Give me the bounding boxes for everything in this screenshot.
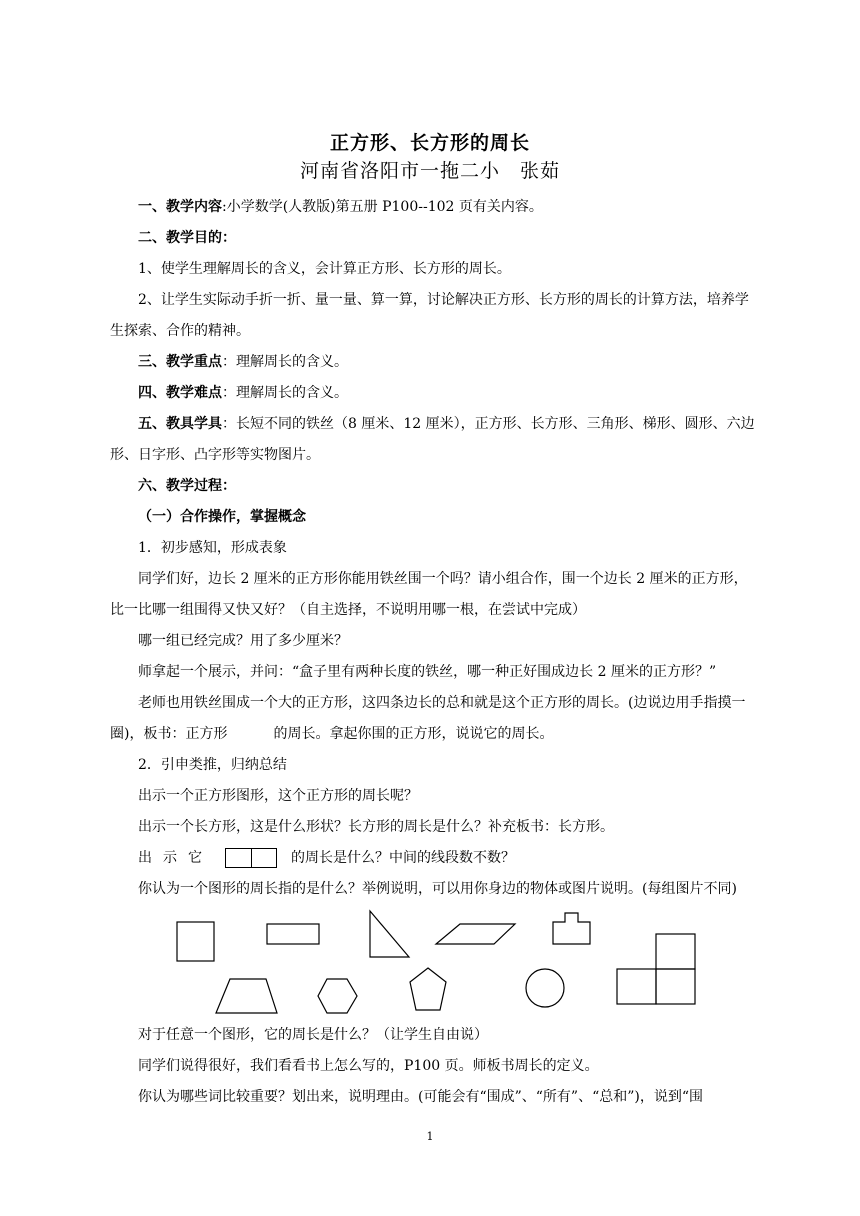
convex-figure	[553, 913, 590, 944]
circle-figure	[526, 969, 564, 1007]
paragraph: 对于任意一个图形，它的周长是什么？（让学生自由说）	[138, 1027, 488, 1043]
subsection-heading	[110, 502, 755, 533]
trapezoid-figure	[216, 979, 277, 1013]
section-goals	[110, 223, 755, 254]
paragraph: 出示一个长方形，这是什么形状？长方形的周长是什么？补充板书：长方形。	[138, 819, 614, 835]
section-text: ：长短不同的铁丝（8 厘米、12 厘米），正方形、长方形、三角形、梯形、圆形、六边形、日字形、凸字形等实物图片。	[110, 416, 755, 463]
double-square-figure	[225, 848, 277, 868]
paragraph-text: 老师也用铁丝围成一个大的正方形，这四条边长的总和就是这个正方形的周长。(边说边用手指摸一圈)，板书：正方形	[110, 695, 746, 742]
right-triangle-figure	[370, 911, 409, 957]
section-heading: 四、教学难点	[138, 385, 222, 401]
l-shape-top-square	[656, 934, 695, 969]
section-key-point	[110, 347, 755, 378]
paragraph	[110, 843, 755, 874]
l-shape-bottom-left-square	[617, 969, 656, 1004]
step-1: 1．初步感知，形成表象	[138, 540, 287, 556]
author-line: 河南省洛阳市一拖二小 张茹	[299, 160, 560, 182]
goal-1: 1、使学生理解周长的含义，会计算正方形、长方形的周长。	[138, 261, 511, 277]
l-shape-bottom-right-square	[656, 969, 695, 1004]
subsection-title: （一）合作操作，掌握概念	[138, 509, 306, 525]
section-materials	[110, 409, 755, 471]
paragraph: 师拿起一个展示，并问：“盒子里有两种长度的铁丝，哪一种正好围成边长 2 厘米的正方形？”	[138, 664, 717, 680]
section-content	[110, 192, 755, 223]
pentagon-figure	[410, 968, 446, 1010]
section-process	[110, 471, 755, 502]
square-figure	[177, 922, 214, 961]
section-text: :小学数学(人教版)第五册 P100--102 页有关内容。	[222, 199, 543, 215]
shape-figures	[160, 905, 720, 1020]
document-body-continued	[110, 1020, 755, 1113]
colon: ：	[222, 230, 236, 246]
page-title: 正方形、长方形的周长	[329, 132, 530, 154]
page-number: 1	[426, 1130, 434, 1143]
paragraph: 你认为一个图形的周长指的是什么？举例说明，可以用你身边的物体或图片说明。(每组图片不同)	[138, 881, 737, 897]
paragraph-text: 的周长是什么？中间的线段数不数？	[291, 850, 515, 866]
section-text: ：理解周长的含义。	[222, 354, 348, 370]
paragraph	[110, 688, 755, 750]
paragraph-text: 的周长。拿起你围的正方形，说说它的周长。	[273, 726, 554, 742]
document-body	[110, 192, 755, 905]
section-heading: 二、教学目的	[138, 230, 222, 246]
hexagon-figure	[318, 979, 357, 1013]
paragraph-text: 出示它	[138, 850, 213, 866]
goal-2: 2、让学生实际动手折一折、量一量、算一算，讨论解决正方形、长方形的周长的计算方法，培养学生探索、合作的精神。	[110, 292, 749, 339]
rectangle-figure	[267, 924, 319, 944]
section-heading: 一、教学内容	[138, 199, 222, 215]
section-heading: 五、教具学具	[138, 416, 222, 432]
paragraph: 同学们说得很好，我们看看书上怎么写的，P100 页。师板书周长的定义。	[138, 1058, 599, 1074]
colon: ：	[222, 478, 236, 494]
section-heading: 六、教学过程	[138, 478, 222, 494]
section-heading: 三、教学重点	[138, 354, 222, 370]
parallelogram-figure	[436, 924, 515, 944]
paragraph: 同学们好，边长 2 厘米的正方形你能用铁丝围一个吗？请小组合作，围一个边长 2 厘米的正方形，比一比哪一组围得又快又好？（自主选择，不说明用哪一根，在尝试中完成）	[110, 571, 748, 618]
paragraph: 出示一个正方形图形，这个正方形的周长呢？	[138, 788, 418, 804]
step-2: 2．引申类推，归纳总结	[138, 757, 287, 773]
section-text: ：理解周长的含义。	[222, 385, 348, 401]
paragraph: 你认为哪些词比较重要？划出来，说明理由。(可能会有“围成”、“所有”、“总和”)，说到“围	[138, 1089, 704, 1105]
section-difficulty	[110, 378, 755, 409]
paragraph: 哪一组已经完成？用了多少厘米？	[138, 633, 348, 649]
